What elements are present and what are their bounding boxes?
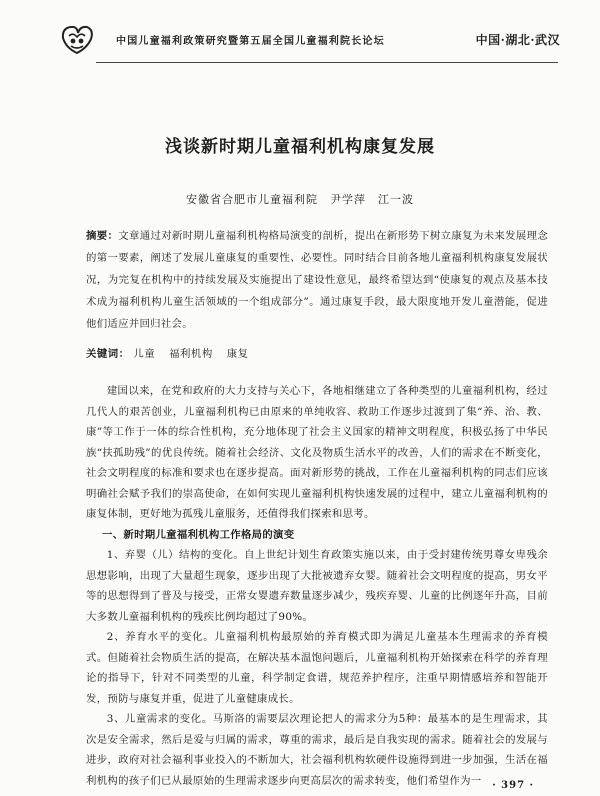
keyword: 康复 xyxy=(226,348,249,360)
section-heading: 一、新时期儿童福利机构工作格局的演变 xyxy=(102,528,295,541)
article-body xyxy=(86,381,548,791)
page-header xyxy=(60,22,560,56)
body-paragraph: 3、儿童需求的变化。马斯洛的需要层次理论把人的需求分为5种：最基本的是生理需求，其次是安全需求，然后是爱与归属的需求，尊重的需求，最后是自我实现的需求。随着社会的发展与进步，政府对社会福利事业投入的不断加大，社会福利机构软硬件设施得到进一步加强，生活在福利机构的孩子们已从最原始的生理需求逐步向更高层次的需求转变，他们希望作为一 xyxy=(86,713,548,787)
abstract-label: 摘要： xyxy=(86,230,119,242)
body-paragraph: 1、弃婴（儿）结构的变化。自上世纪计划生育政策实施以来，由于受封建传统男尊女卑残余思想影响，出现了大量超生现象，逐步出现了大批被遗弃女婴。随着社会文明程度的提高，男女平等的思想得到了普及与接受，正常女婴遗弃数量逐步减少，残疾弃婴、儿童的比例逐年升高，目前大多数儿童福利机构的残疾比例均超过了90%。 xyxy=(86,549,548,623)
article-title: 浅谈新时期儿童福利机构康复发展 xyxy=(165,137,435,157)
keywords-label: 关键词： xyxy=(86,348,130,360)
keyword: 福利机构 xyxy=(169,348,213,360)
intro-paragraph: 建国以来，在党和政府的大力支持与关心下，各地相继建立了各种类型的儿童福利机构，经过几代人的艰苦创业，儿童福利机构已由原来的单纯收容、救助工作逐步过渡到了集“养、治、教、康”等工作于一体的综合性机构，充分地体现了社会主义国家的精神文明程度，积极弘扬了中华民族“扶孤助残”的优良传统。随着社会经济、文化及物质生活水平的改善，人们的需求在不断变化，社会文明程度的标准和要求也在逐步提高。面对新形势的挑战，工作在儿童福利机构的同志们应该明确社会赋予我们的崇高使命，在如何实现儿童福利机构快速发展的过程中，建立儿童福利机构的康复体制，更好地为孤残儿童服务，还值得我们探索和思考。 xyxy=(86,385,548,520)
keywords xyxy=(86,345,548,360)
header-divider xyxy=(96,62,558,63)
conference-location: 中国·湖北·武汉 xyxy=(475,33,560,47)
article-authors: 安徽省合肥市儿童福利院 尹学萍 江一波 xyxy=(186,193,414,206)
conference-title: 中国儿童福利政策研究暨第五届全国儿童福利院长论坛 xyxy=(116,36,385,47)
page-number: · 397 · xyxy=(492,780,534,791)
keyword: 儿童 xyxy=(133,348,156,360)
conference-logo-icon xyxy=(60,24,94,54)
abstract-text: 文章通过对新时期儿童福利机构格局演变的剖析，提出在新形势下树立康复为未来发展理念的第一要素，阐述了发展儿童康复的重要性、必要性。同时结合目前各地儿童福利机构康复发展状况，为完复在机构中的持续发展及实施提出了建设性意见，最终希望达到“使康复的观点及基本技术成为福利机构儿童生活领域的一个组成部分”。通过康复手段，最大限度地开发儿童潜能，促进他们适应并回归社会。 xyxy=(86,230,549,330)
body-paragraph: 2、养育水平的变化。儿童福利机构最原始的养育模式即为满足儿童基本生理需求的养育模式。但随着社会物质生活的提高，在解决基本温饱问题后，儿童福利机构开始探索在科学的养育理论的指导下，针对不同类型的儿童，科学制定食谱，规范养护程序，注重早期情感培养和智能开发，预防与康复并重，促进了儿童健康成长。 xyxy=(86,631,548,705)
abstract xyxy=(86,225,548,335)
